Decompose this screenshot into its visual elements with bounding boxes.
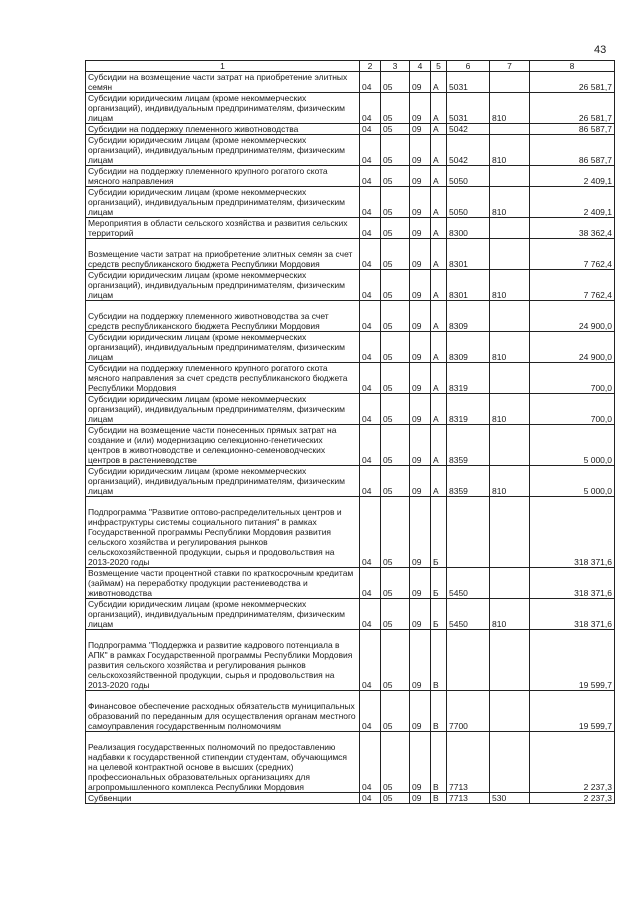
cell-code: 04 — [360, 187, 381, 218]
cell-target-code: 8300 — [447, 218, 490, 239]
column-header: 4 — [410, 61, 431, 72]
cell-target-code: 5031 — [447, 93, 490, 124]
cell-code: 04 — [360, 270, 381, 301]
cell-program: 09 — [410, 93, 431, 124]
cell-amount: 5 000,0 — [530, 425, 615, 466]
cell-expense-type: 810 — [490, 466, 530, 497]
table-row — [86, 466, 615, 497]
cell-target-code: 8319 — [447, 363, 490, 394]
cell-code: 04 — [360, 425, 381, 466]
cell-amount: 5 000,0 — [530, 466, 615, 497]
cell-subprogram: А — [431, 394, 447, 425]
cell-program: 09 — [410, 599, 431, 630]
column-header: 6 — [447, 61, 490, 72]
cell-code: 04 — [360, 599, 381, 630]
row-name: Субсидии на поддержку племенного крупного рогатого скота мясного направления — [86, 166, 360, 187]
column-header: 7 — [490, 61, 530, 72]
cell-amount: 24 900,0 — [530, 332, 615, 363]
cell-amount: 7 762,4 — [530, 270, 615, 301]
cell-amount: 700,0 — [530, 394, 615, 425]
cell-subprogram: В — [431, 793, 447, 804]
cell-program: 09 — [410, 218, 431, 239]
cell-subprogram: А — [431, 135, 447, 166]
cell-program: 09 — [410, 425, 431, 466]
cell-target-code: 8359 — [447, 425, 490, 466]
row-name: Субсидии юридическим лицам (кроме некоммерческих организаций), индивидуальным предпринимателям, физическим лицам — [86, 332, 360, 363]
cell-code: 04 — [360, 72, 381, 93]
cell-subsection: 05 — [381, 187, 410, 218]
cell-subsection: 05 — [381, 466, 410, 497]
cell-target-code: 5042 — [447, 124, 490, 135]
cell-expense-type: 810 — [490, 599, 530, 630]
cell-program: 09 — [410, 568, 431, 599]
row-name: Мероприятия в области сельского хозяйства и развития сельских территорий — [86, 218, 360, 239]
cell-amount: 19 599,7 — [530, 691, 615, 732]
cell-subprogram: А — [431, 425, 447, 466]
cell-target-code: 5450 — [447, 599, 490, 630]
cell-subprogram: Б — [431, 568, 447, 599]
cell-code: 04 — [360, 301, 381, 332]
cell-program: 09 — [410, 732, 431, 793]
row-name: Субсидии юридическим лицам (кроме некоммерческих организаций), индивидуальным предпринимателям, физическим лицам — [86, 187, 360, 218]
table-row — [86, 568, 615, 599]
cell-subsection: 05 — [381, 135, 410, 166]
cell-expense-type — [490, 124, 530, 135]
cell-expense-type: 810 — [490, 270, 530, 301]
table-row — [86, 218, 615, 239]
cell-expense-type: 810 — [490, 332, 530, 363]
cell-program: 09 — [410, 363, 431, 394]
cell-subsection: 05 — [381, 363, 410, 394]
cell-subsection: 05 — [381, 239, 410, 270]
cell-amount: 700,0 — [530, 363, 615, 394]
cell-target-code: 5050 — [447, 187, 490, 218]
cell-amount: 86 587,7 — [530, 135, 615, 166]
row-name: Субсидии юридическим лицам (кроме некоммерческих организаций), индивидуальным предпринимателям, физическим лицам — [86, 135, 360, 166]
cell-target-code: 5042 — [447, 135, 490, 166]
cell-target-code: 7700 — [447, 691, 490, 732]
cell-subsection: 05 — [381, 124, 410, 135]
cell-subprogram: А — [431, 301, 447, 332]
cell-code: 04 — [360, 732, 381, 793]
cell-target-code: 8301 — [447, 239, 490, 270]
cell-expense-type — [490, 568, 530, 599]
cell-subsection: 05 — [381, 270, 410, 301]
cell-target-code: 5450 — [447, 568, 490, 599]
cell-code: 04 — [360, 135, 381, 166]
row-name: Финансовое обеспечение расходных обязательств муниципальных образований по переданным для осуществления органам местного самоуправления государственным полномочиям — [86, 691, 360, 732]
cell-subsection: 05 — [381, 732, 410, 793]
cell-program: 09 — [410, 301, 431, 332]
table-row — [86, 599, 615, 630]
budget-table — [85, 60, 615, 804]
table-row — [86, 166, 615, 187]
table-row — [86, 270, 615, 301]
cell-code: 04 — [360, 332, 381, 363]
column-header: 2 — [360, 61, 381, 72]
cell-program: 09 — [410, 332, 431, 363]
cell-program: 09 — [410, 466, 431, 497]
row-name: Субсидии юридическим лицам (кроме некоммерческих организаций), индивидуальным предпринимателям, физическим лицам — [86, 93, 360, 124]
table-row — [86, 630, 615, 691]
cell-subprogram: А — [431, 270, 447, 301]
table-row — [86, 332, 615, 363]
cell-program: 09 — [410, 630, 431, 691]
table-row — [86, 363, 615, 394]
cell-subprogram: А — [431, 124, 447, 135]
cell-expense-type — [490, 630, 530, 691]
cell-subprogram: А — [431, 466, 447, 497]
cell-subprogram: В — [431, 691, 447, 732]
cell-subprogram: А — [431, 72, 447, 93]
row-name: Подпрограмма "Развитие оптово-распределительных центров и инфраструктуры системы социального питания" в рамках Государственной программы Республики Мордовия развития сельского хозяйства и регулирования рынков сельскохозяйственной продукции, сырья и продовольствия на 2013-2020 годы — [86, 497, 360, 568]
cell-target-code: 8309 — [447, 301, 490, 332]
table-row — [86, 425, 615, 466]
cell-code: 04 — [360, 691, 381, 732]
table-row — [86, 124, 615, 135]
cell-expense-type: 810 — [490, 187, 530, 218]
cell-subsection: 05 — [381, 218, 410, 239]
cell-program: 09 — [410, 691, 431, 732]
cell-amount: 318 371,6 — [530, 497, 615, 568]
row-name: Субсидии юридическим лицам (кроме некоммерческих организаций), индивидуальным предпринимателям, физическим лицам — [86, 599, 360, 630]
table-row — [86, 239, 615, 270]
row-name: Субсидии на возмещение части затрат на приобретение элитных семян — [86, 72, 360, 93]
cell-expense-type — [490, 166, 530, 187]
table-row — [86, 793, 615, 804]
cell-subprogram: А — [431, 93, 447, 124]
cell-program: 09 — [410, 72, 431, 93]
page-number: 43 — [594, 44, 607, 56]
cell-expense-type — [490, 691, 530, 732]
cell-program: 09 — [410, 394, 431, 425]
cell-amount: 2 409,1 — [530, 187, 615, 218]
cell-code: 04 — [360, 793, 381, 804]
cell-expense-type: 810 — [490, 93, 530, 124]
cell-amount: 2 237,3 — [530, 732, 615, 793]
cell-code: 04 — [360, 497, 381, 568]
cell-expense-type — [490, 301, 530, 332]
cell-target-code: 5050 — [447, 166, 490, 187]
cell-expense-type: 810 — [490, 135, 530, 166]
cell-subsection: 05 — [381, 497, 410, 568]
row-name: Субсидии юридическим лицам (кроме некоммерческих организаций), индивидуальным предпринимателям, физическим лицам — [86, 466, 360, 497]
table-row — [86, 187, 615, 218]
row-name: Подпрограмма "Поддержка и развитие кадрового потенциала в АПК" в рамках Государственной программы Республики Мордовия развития сельского хозяйства и регулирования рынков сельскохозяйственной продукции, сырья и продовольствия на 2013-2020 годы — [86, 630, 360, 691]
cell-subprogram: А — [431, 218, 447, 239]
cell-code: 04 — [360, 239, 381, 270]
cell-code: 04 — [360, 93, 381, 124]
table-row — [86, 135, 615, 166]
table-row — [86, 93, 615, 124]
cell-code: 04 — [360, 394, 381, 425]
table-header-row — [86, 61, 615, 72]
cell-code: 04 — [360, 166, 381, 187]
cell-subsection: 05 — [381, 599, 410, 630]
cell-subprogram: В — [431, 630, 447, 691]
cell-subprogram: В — [431, 732, 447, 793]
cell-amount: 26 581,7 — [530, 93, 615, 124]
table-row — [86, 732, 615, 793]
cell-expense-type — [490, 72, 530, 93]
cell-code: 04 — [360, 630, 381, 691]
cell-code: 04 — [360, 363, 381, 394]
cell-subsection: 05 — [381, 793, 410, 804]
column-header: 1 — [86, 61, 360, 72]
cell-amount: 38 362,4 — [530, 218, 615, 239]
row-name: Субсидии на поддержку племенного животноводства — [86, 124, 360, 135]
cell-expense-type — [490, 239, 530, 270]
cell-subsection: 05 — [381, 568, 410, 599]
table-row — [86, 72, 615, 93]
cell-target-code: 8319 — [447, 394, 490, 425]
cell-target-code: 5031 — [447, 72, 490, 93]
cell-expense-type — [490, 363, 530, 394]
cell-target-code: 8301 — [447, 270, 490, 301]
row-name: Возмещение части затрат на приобретение элитных семян за счет средств республиканского бюджета Республики Мордовия — [86, 239, 360, 270]
cell-subprogram: А — [431, 166, 447, 187]
cell-target-code: 7713 — [447, 732, 490, 793]
row-name: Возмещение части процентной ставки по краткосрочным кредитам (займам) на переработку продукции растениеводства и животноводства — [86, 568, 360, 599]
row-name: Субсидии юридическим лицам (кроме некоммерческих организаций), индивидуальным предпринимателям, физическим лицам — [86, 394, 360, 425]
cell-subprogram: А — [431, 332, 447, 363]
cell-program: 09 — [410, 239, 431, 270]
cell-subprogram: А — [431, 187, 447, 218]
cell-program: 09 — [410, 187, 431, 218]
cell-subsection: 05 — [381, 72, 410, 93]
cell-amount: 26 581,7 — [530, 72, 615, 93]
cell-amount: 24 900,0 — [530, 301, 615, 332]
column-header: 8 — [530, 61, 615, 72]
table-row — [86, 301, 615, 332]
cell-subsection: 05 — [381, 630, 410, 691]
cell-amount: 86 587,7 — [530, 124, 615, 135]
cell-expense-type: 530 — [490, 793, 530, 804]
cell-amount: 318 371,6 — [530, 599, 615, 630]
cell-expense-type — [490, 497, 530, 568]
cell-program: 09 — [410, 793, 431, 804]
cell-amount: 7 762,4 — [530, 239, 615, 270]
row-name: Субсидии на возмещение части понесенных прямых затрат на создание и (или) модернизацию селекционно-генетических центров в животноводстве и селекционно-семеноводческих центров в растениеводстве — [86, 425, 360, 466]
cell-subprogram: Б — [431, 599, 447, 630]
row-name: Субсидии на поддержку племенного животноводства за счет средств республиканского бюджета Республики Мордовия — [86, 301, 360, 332]
cell-subsection: 05 — [381, 394, 410, 425]
table-row — [86, 691, 615, 732]
cell-target-code — [447, 630, 490, 691]
cell-program: 09 — [410, 497, 431, 568]
cell-expense-type: 810 — [490, 394, 530, 425]
cell-amount: 2 237,3 — [530, 793, 615, 804]
cell-program: 09 — [410, 135, 431, 166]
cell-subprogram: А — [431, 239, 447, 270]
cell-subsection: 05 — [381, 332, 410, 363]
cell-subsection: 05 — [381, 301, 410, 332]
table-row — [86, 394, 615, 425]
row-name: Субвенции — [86, 793, 360, 804]
cell-target-code: 7713 — [447, 793, 490, 804]
cell-amount: 318 371,6 — [530, 568, 615, 599]
table-row — [86, 497, 615, 568]
cell-subsection: 05 — [381, 691, 410, 732]
cell-target-code: 8309 — [447, 332, 490, 363]
cell-code: 04 — [360, 568, 381, 599]
cell-expense-type — [490, 425, 530, 466]
cell-subsection: 05 — [381, 166, 410, 187]
cell-program: 09 — [410, 166, 431, 187]
row-name: Реализация государственных полномочий по предоставлению надбавки к государственной стипендии студентам, обучающимся на целевой контрактной основе в высших (средних) профессиональных образовательных организациях для агропромышленного комплекса Республики Мордовия — [86, 732, 360, 793]
row-name: Субсидии юридическим лицам (кроме некоммерческих организаций), индивидуальным предпринимателям, физическим лицам — [86, 270, 360, 301]
cell-program: 09 — [410, 124, 431, 135]
cell-amount: 19 599,7 — [530, 630, 615, 691]
column-header: 5 — [431, 61, 447, 72]
cell-target-code — [447, 497, 490, 568]
cell-target-code: 8359 — [447, 466, 490, 497]
cell-code: 04 — [360, 466, 381, 497]
cell-program: 09 — [410, 270, 431, 301]
cell-code: 04 — [360, 124, 381, 135]
cell-subsection: 05 — [381, 93, 410, 124]
cell-subsection: 05 — [381, 425, 410, 466]
column-header: 3 — [381, 61, 410, 72]
cell-subprogram: А — [431, 363, 447, 394]
cell-expense-type — [490, 732, 530, 793]
cell-amount: 2 409,1 — [530, 166, 615, 187]
cell-expense-type — [490, 218, 530, 239]
cell-subprogram: Б — [431, 497, 447, 568]
cell-code: 04 — [360, 218, 381, 239]
row-name: Субсидии на поддержку племенного крупного рогатого скота мясного направления за счет средств республиканского бюджета Республики Мордовия — [86, 363, 360, 394]
